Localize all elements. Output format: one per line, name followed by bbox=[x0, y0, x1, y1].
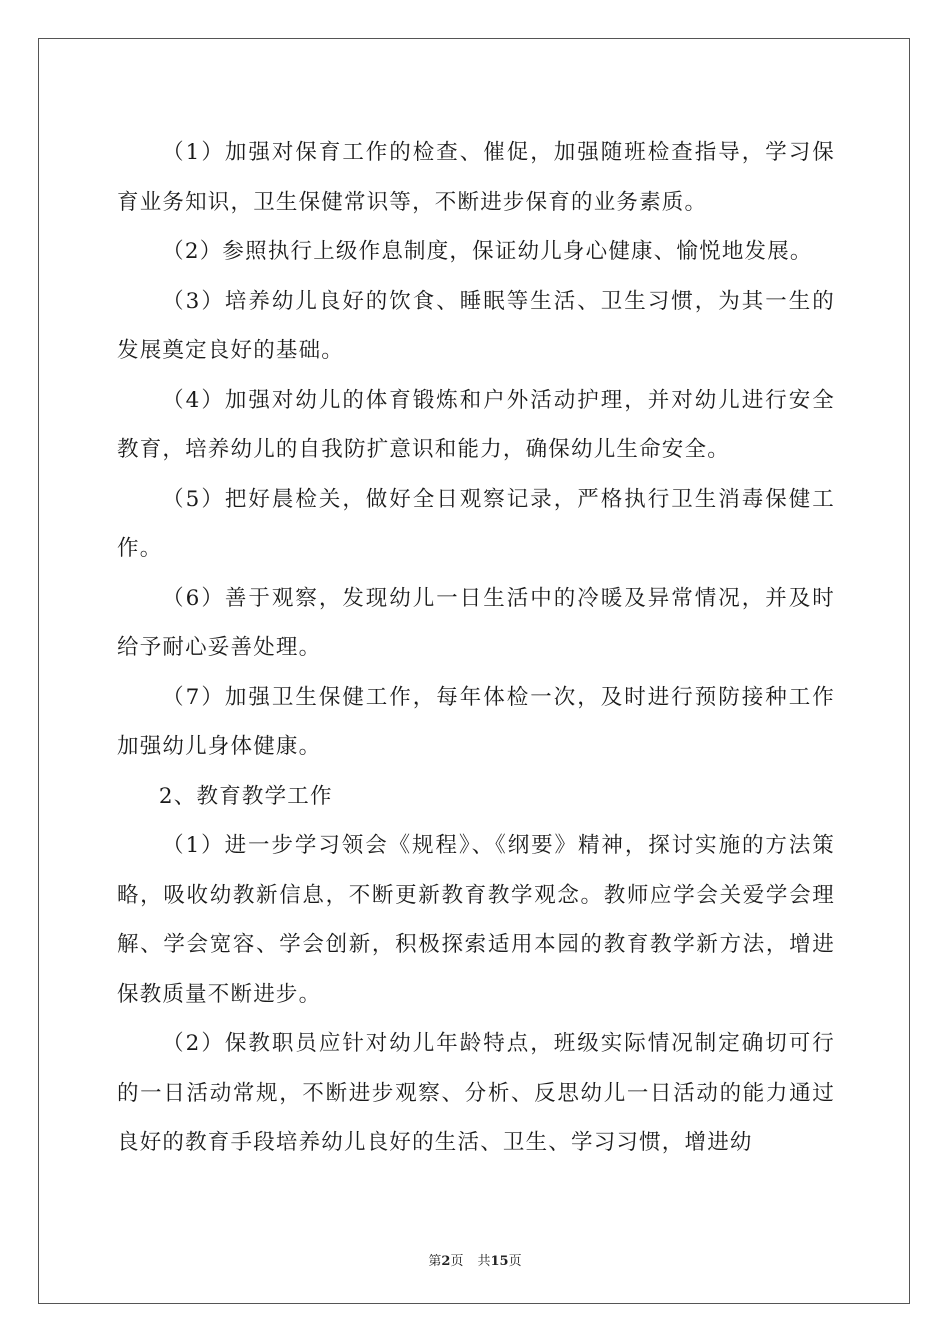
paragraph-3: （3）培养幼儿良好的饮食、睡眠等生活、卫生习惯，为其一生的发展奠定良好的基础。 bbox=[117, 288, 835, 363]
paragraph-5: （5）把好晨检关，做好全日观察记录，严格执行卫生消毒保健工作。 bbox=[117, 486, 835, 561]
footer-total-prefix: 共 bbox=[477, 1254, 491, 1269]
document-body bbox=[117, 128, 835, 1168]
footer-page-number: 2 bbox=[441, 1254, 451, 1269]
paragraph-2: （2）参照执行上级作息制度，保证幼儿身心健康、愉悦地发展。 bbox=[162, 239, 813, 264]
paragraph-7: （7）加强卫生保健工作，每年体检一次，及时进行预防接种工作加强幼儿身体健康。 bbox=[117, 684, 835, 759]
footer-total-pages: 15 bbox=[490, 1254, 509, 1269]
footer-total-suffix: 页 bbox=[508, 1254, 522, 1269]
page-footer bbox=[0, 1250, 950, 1269]
paragraph-4: （4）加强对幼儿的体育锻炼和户外活动护理，并对幼儿进行安全教育，培养幼儿的自我防扩意识和能力，确保幼儿生命安全。 bbox=[117, 387, 835, 462]
footer-page-prefix: 第 bbox=[428, 1254, 442, 1269]
paragraph-8: （1）进一步学习领会《规程》、《纲要》精神，探讨实施的方法策略，吸收幼教新信息，不断更新教育教学观念。教师应学会关爱学会理解、学会宽容、学会创新，积极探索适用本园的教育教学新方法，增进保教质量不断进步。 bbox=[117, 833, 835, 1007]
paragraph-6: （6）善于观察，发现幼儿一日生活中的冷暖及异常情况，并及时给予耐心妥善处理。 bbox=[117, 585, 835, 660]
section-heading: 2、教育教学工作 bbox=[158, 783, 333, 809]
paragraph-1: （1）加强对保育工作的检查、催促，加强随班检查指导，学习保育业务知识，卫生保健常识等，不断进步保育的业务素质。 bbox=[117, 140, 835, 215]
footer-page-suffix: 页 bbox=[450, 1254, 464, 1269]
paragraph-9: （2）保教职员应针对幼儿年龄特点，班级实际情况制定确切可行的一日活动常规，不断进步观察、分析、反思幼儿一日活动的能力通过良好的教育手段培养幼儿良好的生活、卫生、学习习惯，增进幼 bbox=[117, 1031, 835, 1155]
